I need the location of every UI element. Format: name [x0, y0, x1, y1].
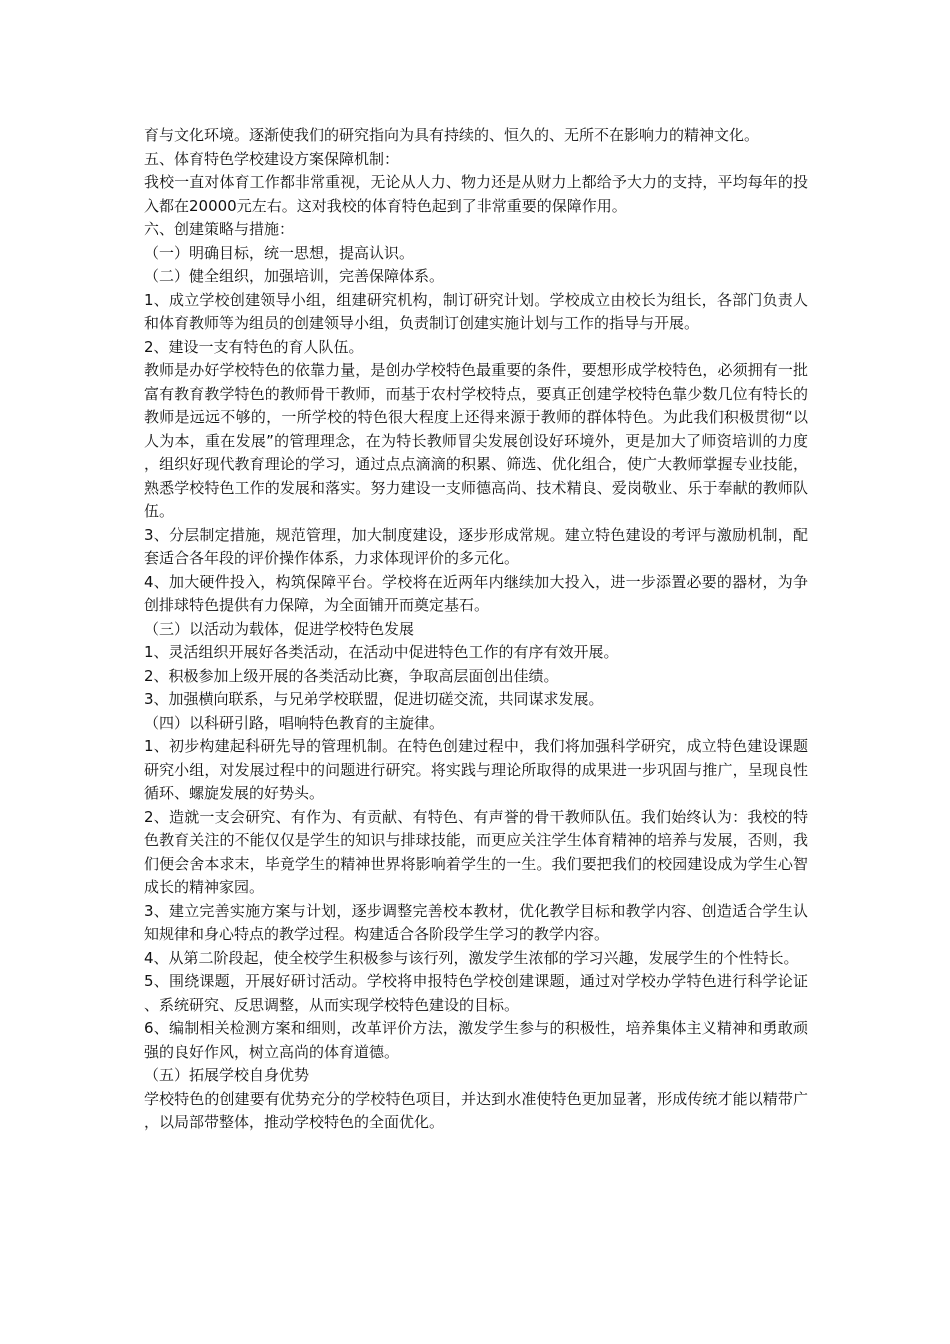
paragraph-seminars: 5、围绕课题，开展好研讨活动。学校将申报特色学校创建课题，通过对学校办学特色进行科学论证、系统研究、反思调整，从而实现学校特色建设的目标。	[144, 972, 808, 1014]
item-activities-2: 2、积极参加上级开展的各类活动比赛，争取高层面创出佳绩。	[144, 666, 559, 685]
paragraph-teachers: 教师是办好学校特色的依靠力量，是创办学校特色最重要的条件，要想形成学校特色，必须拥有一批富有教育教学特色的教师骨干教师，而基于农村学校特点，要真正创建学校特色靠少数几位有特长的教师是远远不够的，一所学校的特色很大程度上还得来源于教师的群体特色。为此我们积极贯彻“以人为本，重在发展”的管理理念，在为特长教师冒尖发展创设好环境外，更是加大了师资培训的力度，组织好现代教育理论的学习，通过点点滴滴的积累、筛选、优化组合，使广大教师掌握专业技能，熟悉学校特色工作的发展和落实。努力建设一支师德高尚、技术精良、爱岗敬业、乐于奉献的教师队伍。	[144, 361, 808, 520]
heading-section-six: 六、创建策略与措施：	[144, 220, 295, 238]
heading-section-five: 五、体育特色学校建设方案保障机制：	[144, 149, 400, 168]
subheading-one: （一）明确目标，统一思想，提高认识。	[144, 243, 415, 262]
item-teaching-team: 2、建设一支有特色的育人队伍。	[144, 337, 364, 356]
item-activities-1: 1、灵活组织开展好各类活动，在活动中促进特色工作的有序有效开展。	[144, 643, 619, 661]
paragraph-hardware: 4、加大硬件投入，构筑保障平台。学校将在近两年内继续加大投入，进一步添置必要的器材，为争创排球特色提供有力保障，为全面铺开而奠定基石。	[144, 572, 808, 614]
paragraph-second-stage: 4、从第二阶段起，使全校学生积极参与该行列，激发学生浓郁的学习兴趣，发展学生的个性特长。	[144, 948, 799, 967]
paragraph-management: 3、分层制定措施，规范管理，加大制度建设，逐步形成常规。建立特色建设的考评与激励机制，配套适合各年段的评价操作体系，力求体现评价的多元化。	[144, 525, 808, 567]
subheading-five: （五）拓展学校自身优势	[144, 1066, 310, 1084]
paragraph-funding-support: 我校一直对体育工作都非常重视，无论从人力、物力还是从财力上都给予大力的支持，平均每年的投入都在20000元左右。这对我校的体育特色起到了非常重要的保障作用。	[144, 173, 808, 215]
paragraph-backbone-teachers: 2、造就一支会研究、有作为、有贡献、有特色、有声誉的骨干教师队伍。我们始终认为：我校的特色教育关注的不能仅仅是学生的知识与排球技能，而更应关注学生体育精神的培养与发展，否则，我们便会舍本求末，毕竟学生的精神世界将影响着学生的一生。我们要把我们的校园建设成为学生心智成长的精神家园。	[144, 807, 808, 896]
subheading-four: （四）以科研引路，唱响特色教育的主旋律。	[144, 713, 445, 732]
paragraph-culture-continuation: 育与文化环境。逐渐使我们的研究指向为具有持续的、恒久的、无所不在影响力的精神文化。	[144, 126, 760, 144]
paragraph-research-mechanism: 1、初步构建起科研先导的管理机制。在特色创建过程中，我们将加强科学研究，成立特色建设课题研究小组，对发展过程中的问题进行研究。将实践与理论所取得的成果进一步巩固与推广，呈现良性循环、螺旋发展的好势头。	[144, 737, 808, 802]
paragraph-leadership-group: 1、成立学校创建领导小组，组建研究机构，制订研究计划。学校成立由校长为组长，各部门负责人和体育教师等为组员的创建领导小组，负责制订创建实施计划与工作的指导与开展。	[144, 290, 808, 332]
document-body	[144, 124, 808, 1135]
subheading-three: （三）以活动为载体，促进学校特色发展	[144, 619, 415, 638]
subheading-two: （二）健全组织，加强培训，完善保障体系。	[144, 267, 445, 285]
item-activities-3: 3、加强横向联系，与兄弟学校联盟，促进切磋交流，共同谋求发展。	[144, 690, 604, 708]
paragraph-evaluation: 6、编制相关检测方案和细则，改革评价方法，激发学生参与的积极性，培养集体主义精神和勇敢顽强的良好作风，树立高尚的体育道德。	[144, 1019, 808, 1061]
paragraph-implementation-plan: 3、建立完善实施方案与计划，逐步调整完善校本教材，优化教学目标和教学内容、创造适合学生认知规律和身心特点的教学过程。构建适合各阶段学生学习的教学内容。	[144, 901, 808, 943]
paragraph-advantages: 学校特色的创建要有优势充分的学校特色项目，并达到水准使特色更加显著，形成传统才能以精带广，以局部带整体，推动学校特色的全面优化。	[144, 1089, 808, 1131]
